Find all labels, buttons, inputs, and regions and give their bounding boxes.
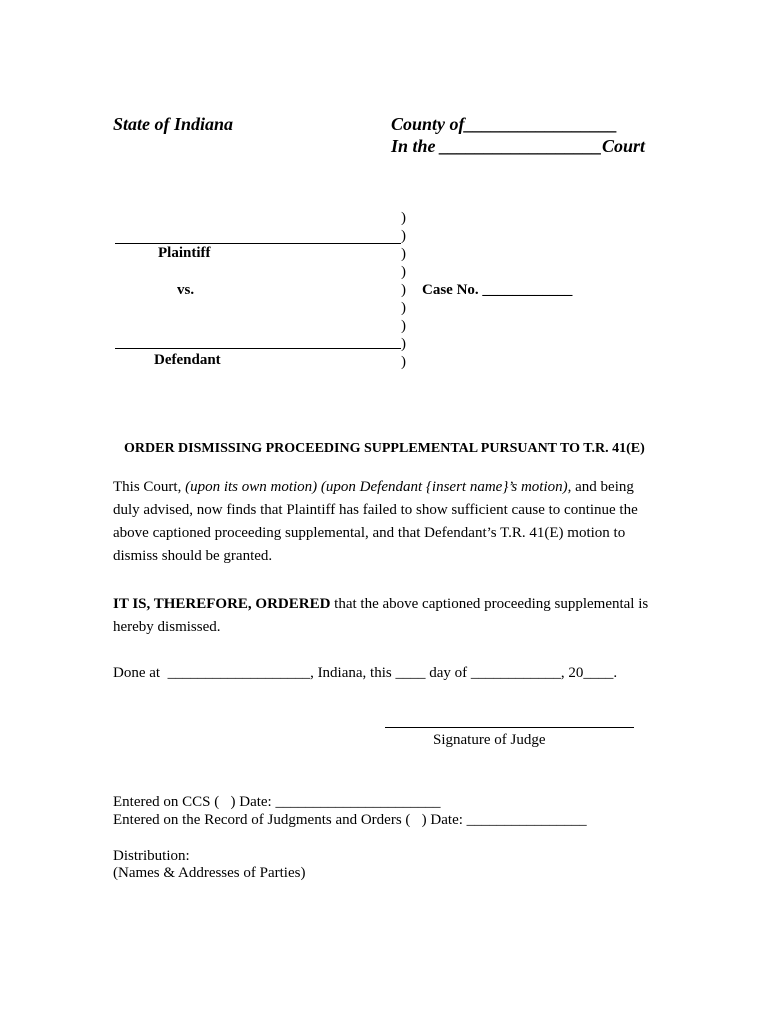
caption-paren: ) [401,264,406,280]
court-field[interactable]: In the __________________Court [391,136,646,156]
defendant-label: Defendant [154,352,221,368]
county-field[interactable]: County of_________________ [391,114,618,134]
para1-line2: duly advised, now finds that Plaintiff has failed to show sufficient cause to continue the [113,502,638,518]
state-heading: State of Indiana [113,114,234,134]
caption-paren: ) [401,300,406,316]
signature-label: Signature of Judge [433,732,546,748]
caption-paren: ) [401,336,406,352]
order-title: ORDER DISMISSING PROCEEDING SUPPLEMENTAL PURSUANT TO T.R. 41(E) [124,441,645,456]
rjo-entry-line[interactable]: Entered on the Record of Judgments and Orders ( ) Date: ________________ [113,812,587,828]
para1-line3: above captioned proceeding supplemental, and that Defendant’s T.R. 41(E) motion to [113,525,626,541]
para2-line2: hereby dismissed. [113,619,221,635]
vs-label: vs. [177,282,195,298]
case-number-field[interactable]: Case No. ____________ [422,282,573,298]
para1-intro: This Court, [113,479,186,495]
judge-signature-line[interactable] [385,727,634,728]
ordered-clause: IT IS, THEREFORE, ORDERED [113,596,331,612]
caption-paren: ) [401,354,406,370]
para1-motion-options: (upon its own motion) (upon Defendant {insert name}’s motion), [185,479,572,495]
order-paragraph-2 [113,593,648,617]
caption-paren: ) [401,282,406,298]
para2-line1-rest: that the above captioned proceeding supplemental is [330,596,649,612]
para1-line1-rest: and being [571,479,634,495]
ccs-entry-line[interactable]: Entered on CCS ( ) Date: ______________________ [113,794,441,810]
caption-paren: ) [401,228,406,244]
distribution-label: Distribution: [113,848,190,864]
order-paragraph-1 [113,476,634,500]
plaintiff-name-line[interactable] [115,243,401,244]
caption-paren: ) [401,318,406,334]
done-at-line[interactable]: Done at ___________________, Indiana, this ____ day of ____________, 20____. [113,665,618,681]
distribution-parties: (Names & Addresses of Parties) [113,865,306,881]
para1-line4: dismiss should be granted. [113,548,273,564]
defendant-name-line[interactable] [115,348,401,349]
caption-paren: ) [401,246,406,262]
plaintiff-label: Plaintiff [158,245,211,261]
caption-paren: ) [401,210,406,226]
